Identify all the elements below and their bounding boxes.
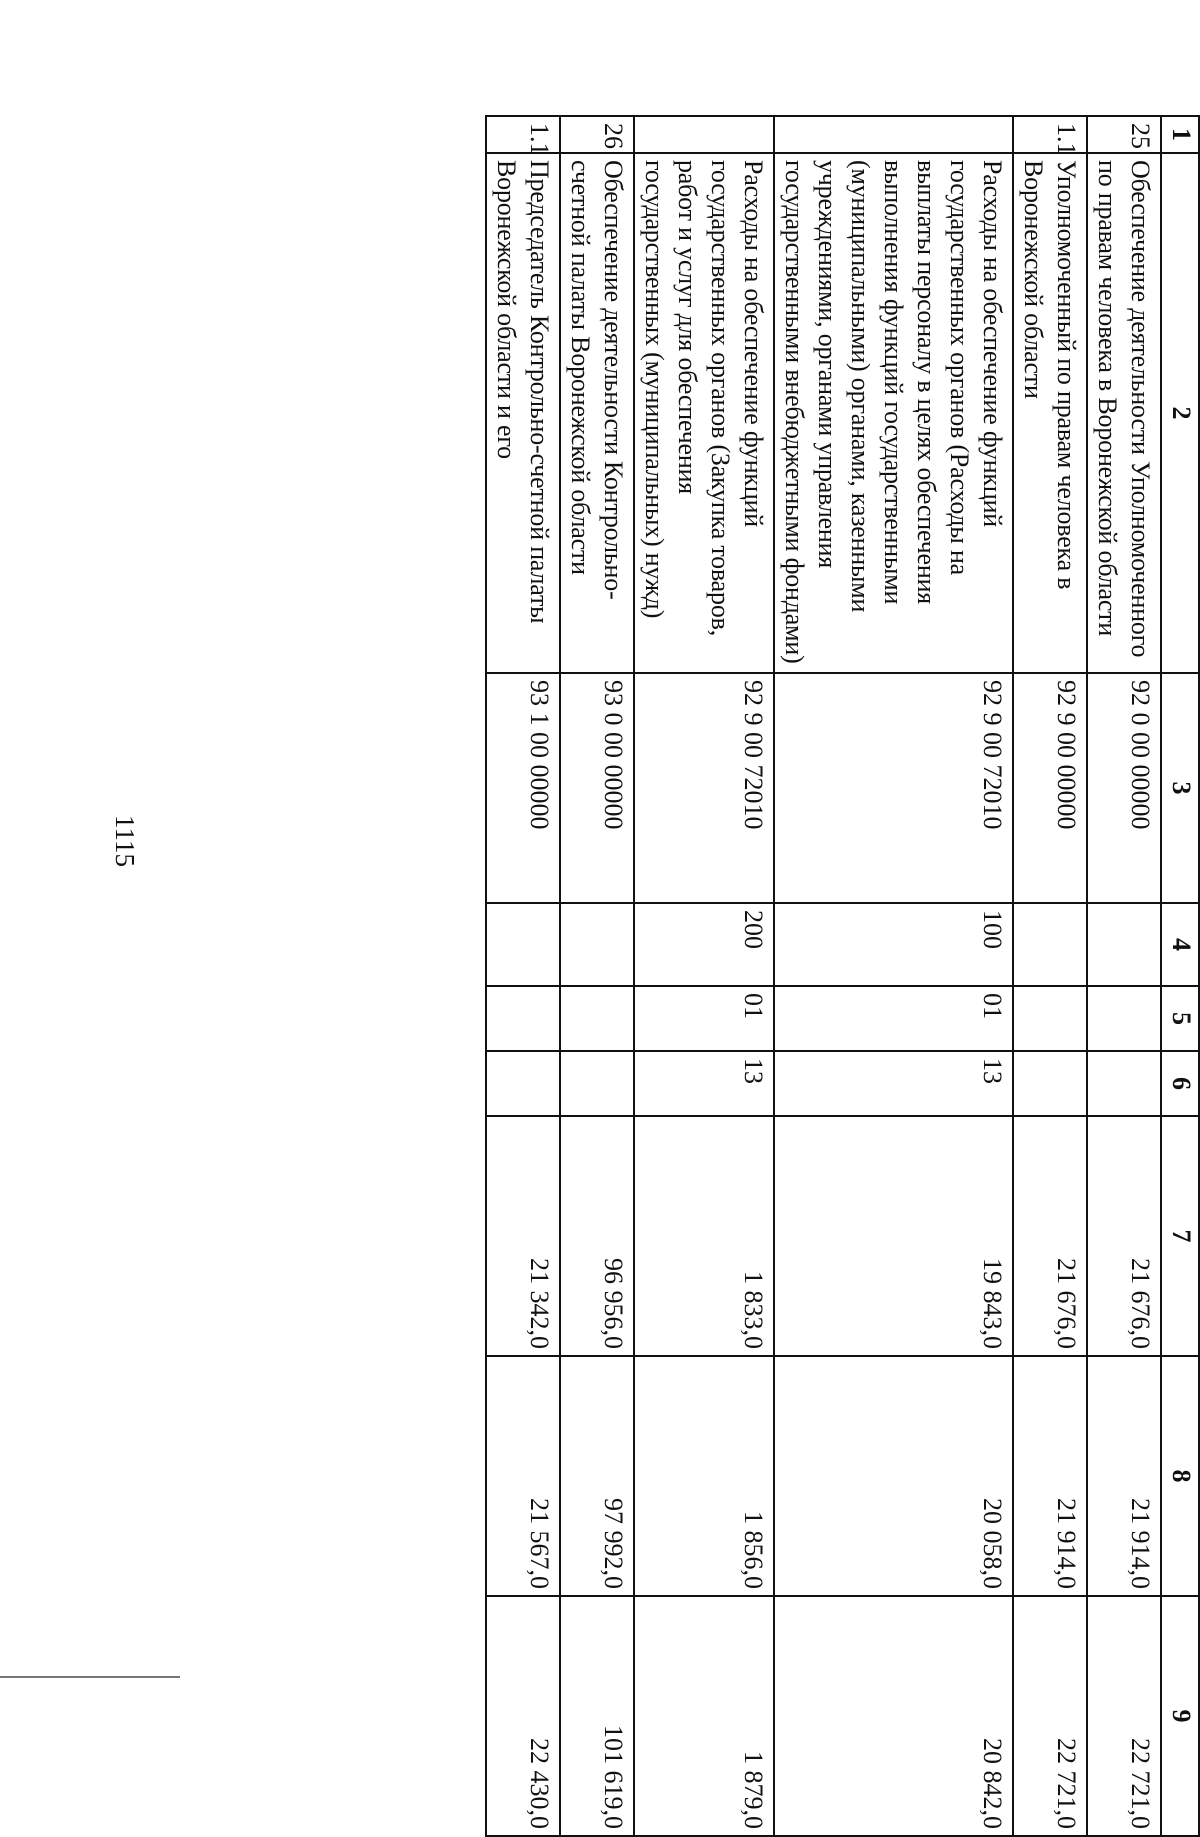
row-amount-3: 22 721,0 xyxy=(1013,1596,1087,1836)
row-subsection xyxy=(1013,1051,1087,1116)
row-number: 1.1 xyxy=(1013,116,1087,153)
row-subsection: 13 xyxy=(774,1051,1013,1116)
row-target-code: 93 1 00 00000 xyxy=(486,673,560,903)
row-amount-1: 21 342,0 xyxy=(486,1116,560,1356)
row-expense-type xyxy=(1013,903,1087,986)
table-row xyxy=(634,116,774,1836)
row-amount-2: 97 992,0 xyxy=(560,1356,634,1596)
table-row xyxy=(1013,116,1087,1836)
row-description: Расходы на обеспечение функций государственных органов (Закупка товаров, работ и услуг для обеспечения государственных (муниципальных) нужд) xyxy=(634,153,774,673)
table-row xyxy=(774,116,1013,1836)
row-expense-type xyxy=(560,903,634,986)
row-expense-type xyxy=(1087,903,1161,986)
row-amount-1: 96 956,0 xyxy=(560,1116,634,1356)
row-description: Обеспечение деятельности Контрольно-счетной палаты Воронежской области xyxy=(560,153,634,673)
column-header-8: 8 xyxy=(1161,1356,1199,1596)
row-expense-type xyxy=(486,903,560,986)
row-amount-3: 22 721,0 xyxy=(1087,1596,1161,1836)
row-section xyxy=(560,986,634,1051)
table-body xyxy=(486,116,1161,1836)
row-subsection xyxy=(560,1051,634,1116)
row-amount-3: 101 619,0 xyxy=(560,1596,634,1836)
header-row xyxy=(1161,116,1199,1836)
row-section xyxy=(1087,986,1161,1051)
row-amount-2: 20 058,0 xyxy=(774,1356,1013,1596)
column-header-9: 9 xyxy=(1161,1596,1199,1836)
row-amount-2: 1 856,0 xyxy=(634,1356,774,1596)
row-target-code: 92 9 00 72010 xyxy=(634,673,774,903)
row-target-code: 92 0 00 00000 xyxy=(1087,673,1161,903)
table-row xyxy=(486,116,560,1836)
page-number: 1115 xyxy=(110,815,140,867)
row-amount-1: 21 676,0 xyxy=(1087,1116,1161,1356)
row-number: 25 xyxy=(1087,116,1161,153)
row-description: Уполномоченный по правам человека в Воронежской области xyxy=(1013,153,1087,673)
row-amount-1: 21 676,0 xyxy=(1013,1116,1087,1356)
row-subsection: 13 xyxy=(634,1051,774,1116)
row-subsection xyxy=(486,1051,560,1116)
row-section xyxy=(486,986,560,1051)
rotated-table-container xyxy=(200,115,1200,1835)
row-description: Обеспечение деятельности Уполномоченного по правам человека в Воронежской области xyxy=(1087,153,1161,673)
row-amount-3: 1 879,0 xyxy=(634,1596,774,1836)
row-section: 01 xyxy=(634,986,774,1051)
row-expense-type: 200 xyxy=(634,903,774,986)
row-expense-type: 100 xyxy=(774,903,1013,986)
table-row xyxy=(560,116,634,1836)
column-header-7: 7 xyxy=(1161,1116,1199,1356)
row-target-code: 93 0 00 00000 xyxy=(560,673,634,903)
row-amount-2: 21 914,0 xyxy=(1087,1356,1161,1596)
row-number xyxy=(774,116,1013,153)
row-subsection xyxy=(1087,1051,1161,1116)
row-description: Председатель Контрольно-счетной палаты Воронежской области и его xyxy=(486,153,560,673)
column-header-2: 2 xyxy=(1161,153,1199,673)
row-section: 01 xyxy=(774,986,1013,1051)
row-amount-3: 20 842,0 xyxy=(774,1596,1013,1836)
row-description: Расходы на обеспечение функций государственных органов (Расходы на выплаты персоналу в целях обеспечения выполнения функций государственными (муниципальными) органами, казенными учреждениями, органами управления государственными внебюджетными фондами) xyxy=(774,153,1013,673)
row-number xyxy=(634,116,774,153)
row-target-code: 92 9 00 00000 xyxy=(1013,673,1087,903)
row-number: 26 xyxy=(560,116,634,153)
column-header-1: 1 xyxy=(1161,116,1199,153)
budget-table xyxy=(485,115,1200,1837)
row-section xyxy=(1013,986,1087,1051)
bottom-rule xyxy=(0,1676,180,1678)
column-header-4: 4 xyxy=(1161,903,1199,986)
row-amount-1: 19 843,0 xyxy=(774,1116,1013,1356)
row-amount-3: 22 430,0 xyxy=(486,1596,560,1836)
row-amount-2: 21 914,0 xyxy=(1013,1356,1087,1596)
column-header-6: 6 xyxy=(1161,1051,1199,1116)
row-amount-2: 21 567,0 xyxy=(486,1356,560,1596)
table-row xyxy=(1087,116,1161,1836)
row-amount-1: 1 833,0 xyxy=(634,1116,774,1356)
row-number: 1.1 xyxy=(486,116,560,153)
row-target-code: 92 9 00 72010 xyxy=(774,673,1013,903)
column-header-3: 3 xyxy=(1161,673,1199,903)
column-header-5: 5 xyxy=(1161,986,1199,1051)
